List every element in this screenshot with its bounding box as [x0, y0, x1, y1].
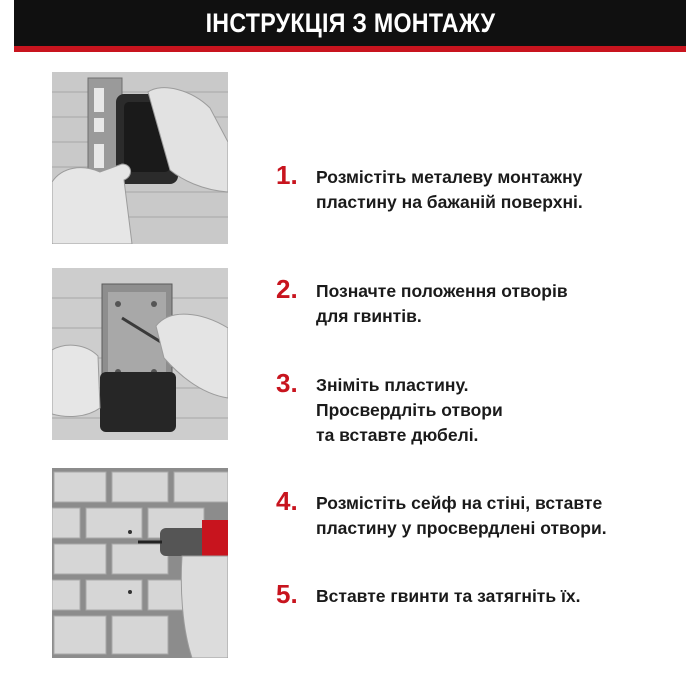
step-3: [276, 368, 696, 448]
header-accent-line: [14, 46, 686, 52]
step-line: для гвинтів.: [316, 306, 422, 326]
step-line: Зніміть пластину.: [316, 375, 469, 395]
step-description: [316, 279, 696, 329]
header-bar: [14, 0, 686, 46]
step-line: Розмістіть металеву монтажну: [316, 167, 583, 187]
step-number: 2.: [276, 274, 298, 304]
step-4: [276, 486, 696, 541]
step-description: [316, 165, 696, 215]
step-line: Розмістіть сейф на стіні, вставте: [316, 493, 603, 513]
step-number: 1.: [276, 160, 298, 190]
step-line: та вставте дюбелі.: [316, 425, 479, 445]
step-line: пластину у просвердлені отвори.: [316, 518, 607, 538]
step-number: 3.: [276, 368, 298, 398]
step-description: [316, 584, 696, 609]
step-1: [276, 160, 696, 215]
step-line: Позначте положення отворів: [316, 281, 568, 301]
photo-mark-holes: [52, 268, 228, 440]
step-5: [276, 579, 696, 609]
step-number: 5.: [276, 579, 298, 609]
step-line: Просвердліть отвори: [316, 400, 503, 420]
photo-drill-wall: [52, 468, 228, 658]
step-line: Вставте гвинти та затягніть їх.: [316, 586, 581, 606]
photo-place-plate: [52, 72, 228, 244]
step-description: [316, 491, 696, 541]
page-title: ІНСТРУКЦІЯ З МОНТАЖУ: [205, 7, 495, 38]
step-description: [316, 373, 696, 448]
step-number: 4.: [276, 486, 298, 516]
step-2: [276, 274, 696, 329]
step-line: пластину на бажаній поверхні.: [316, 192, 583, 212]
